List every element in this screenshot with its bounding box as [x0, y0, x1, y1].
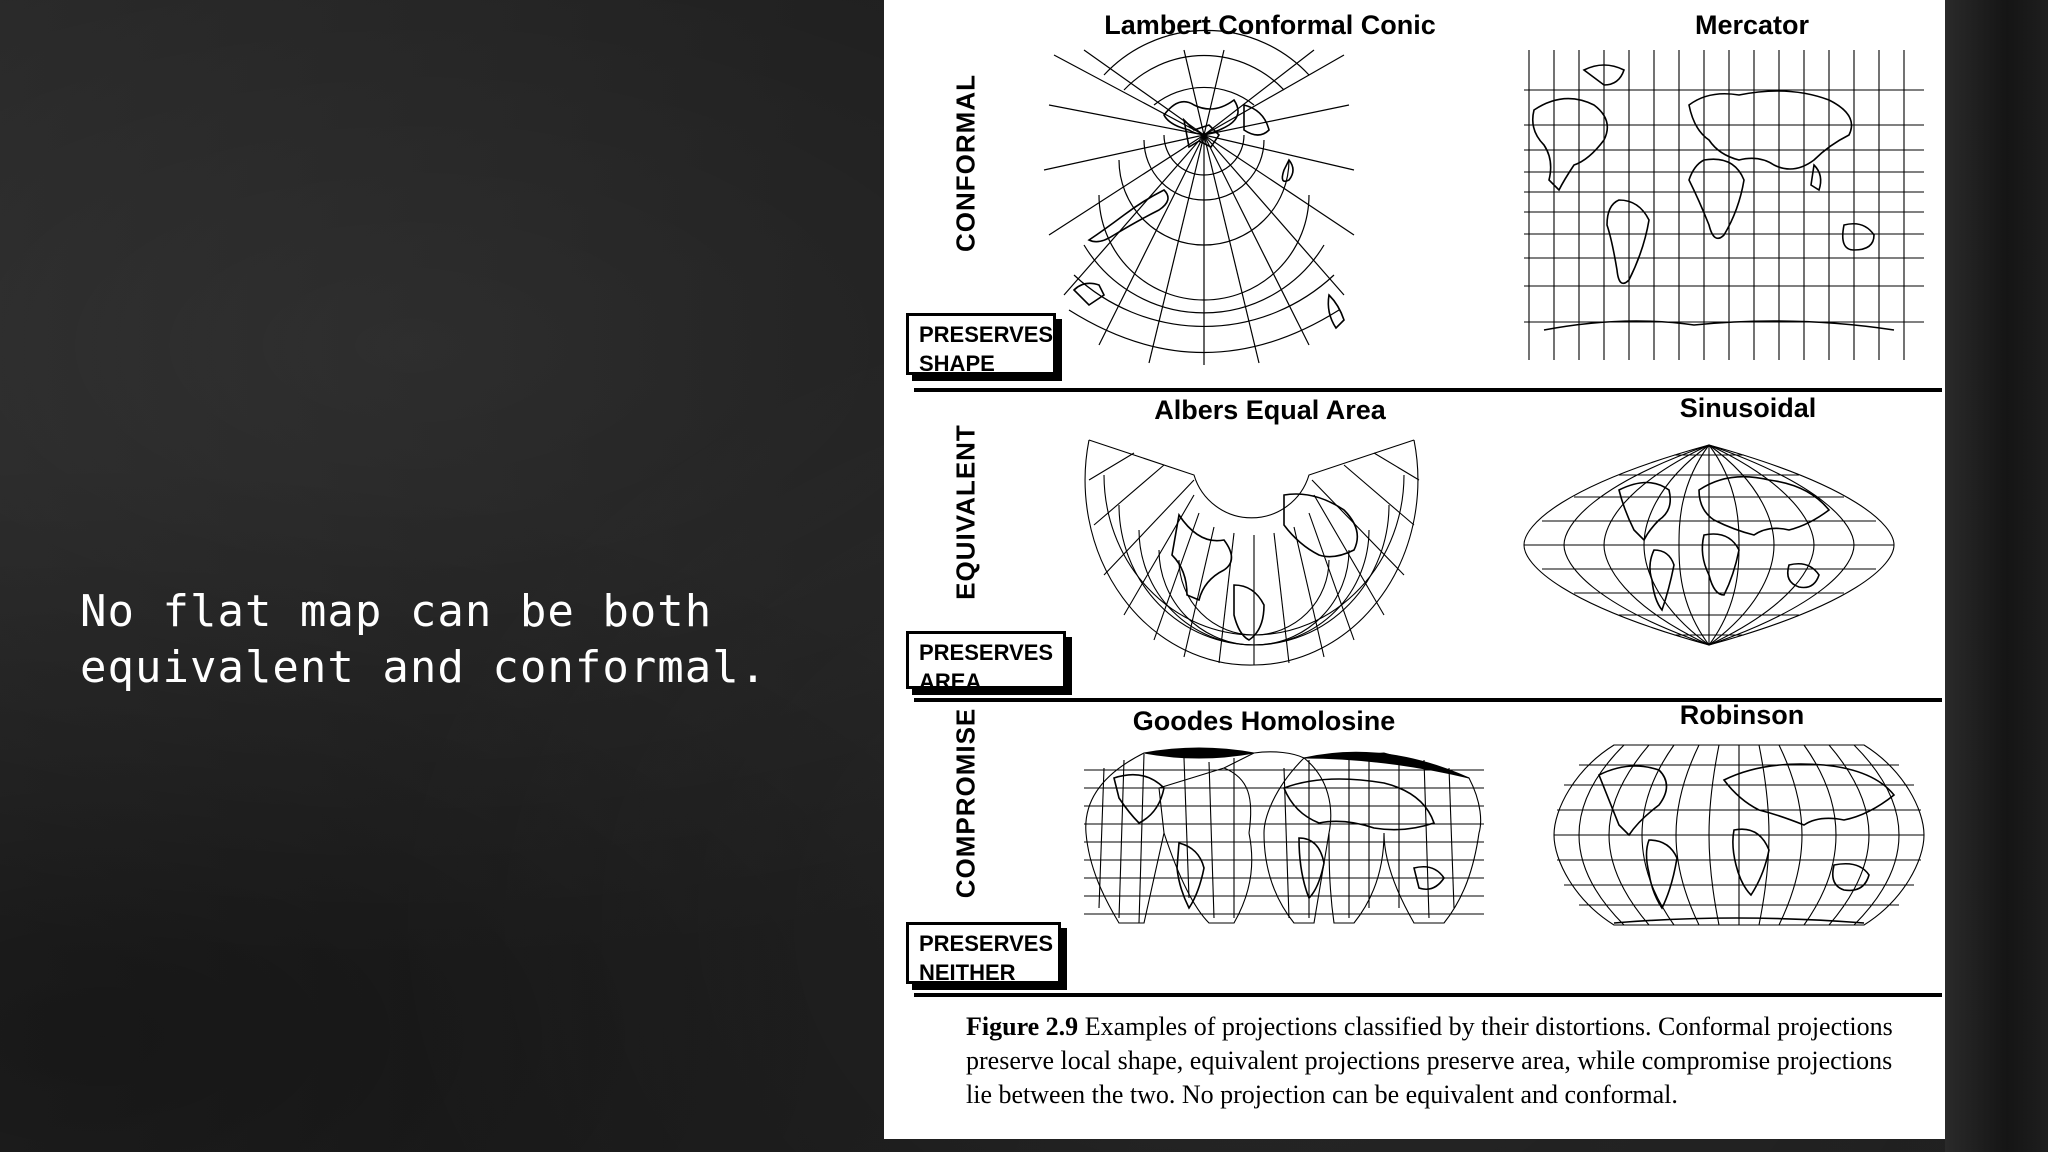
title-lambert: Lambert Conformal Conic	[1104, 10, 1436, 40]
row-divider-1	[914, 388, 1942, 392]
title-mercator: Mercator	[1694, 10, 1810, 40]
title-albers: Albers Equal Area	[1154, 395, 1386, 425]
figure-caption	[966, 1010, 1906, 1112]
slide-text	[80, 584, 840, 696]
title-robinson: Robinson	[1679, 700, 1805, 730]
slide-right-edge	[1945, 0, 2048, 1152]
preserves-shape-line-2: SHAPE	[919, 351, 995, 376]
title-sinusoidal: Sinusoidal	[1679, 393, 1817, 423]
slide-text-line-2: equivalent and conformal.	[80, 642, 768, 693]
caption-text: Examples of projections classified by their distortions. Conformal projections preserve local shape, equivalent projections preserve area, while compromise projections lie between the two. No projection can be equivalent and conformal.	[966, 1012, 1893, 1109]
row-label-equivalent: EQUIVALENT	[950, 424, 981, 600]
title-goodes: Goodes Homolosine	[1132, 706, 1396, 736]
preserves-area-line-1: PRESERVES	[919, 640, 1054, 665]
preserves-area-line-2: AREA	[919, 669, 982, 694]
slide-text-line-1: No flat map can be both	[80, 586, 713, 637]
row-divider-3	[914, 993, 1942, 997]
row-label-conformal: CONFORMAL	[950, 74, 981, 252]
projection-figure	[884, 0, 1945, 1139]
preserves-neither-line-1: PRESERVES	[919, 931, 1054, 956]
preserves-shape-box	[906, 313, 1056, 375]
robinson-map	[1554, 740, 1924, 930]
preserves-area-box	[906, 631, 1066, 694]
mercator-map	[1524, 50, 1924, 360]
caption-label: Figure 2.9	[966, 1012, 1079, 1041]
sinusoidal-map	[1524, 445, 1894, 645]
albers-equal-area-map	[1084, 435, 1424, 670]
preserves-shape-line-1: PRESERVES	[919, 322, 1054, 347]
preserves-neither-line-2: NEITHER	[919, 960, 1016, 985]
preserves-neither-box	[906, 922, 1061, 984]
lambert-conformal-conic-map	[1044, 45, 1354, 365]
goodes-homolosine-map	[1084, 748, 1484, 926]
row-label-compromise: COMPROMISE	[950, 707, 981, 899]
